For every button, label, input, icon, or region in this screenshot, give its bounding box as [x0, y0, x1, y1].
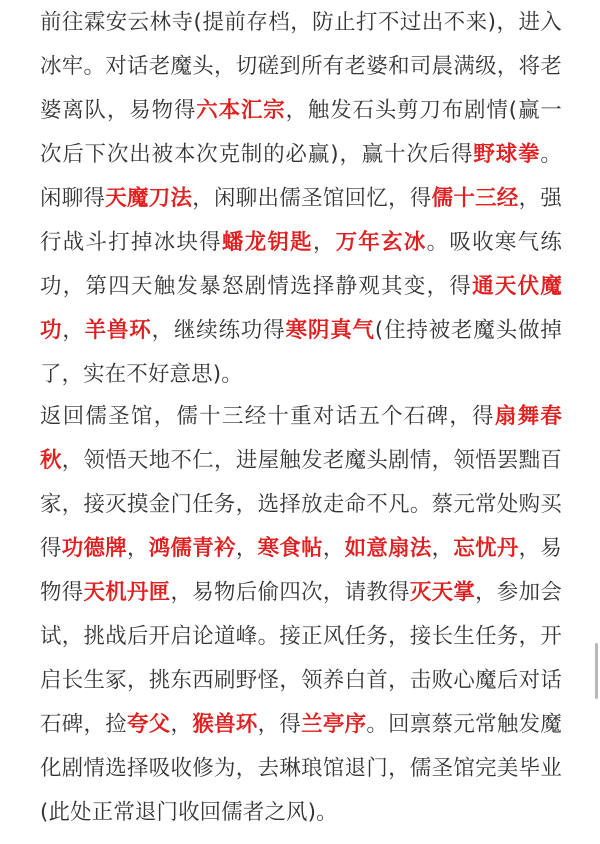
- text-segment: 前往霖安云林寺(提前存档，防止打不过出不来)，进入冰牢。对话老魔头，切磋到所有老婆和司晨满级，将老婆离队，易物得: [40, 10, 562, 123]
- text-segment: ，闲聊出儒圣馆回忆，得: [192, 186, 432, 211]
- item-highlight: 天魔刀法: [105, 186, 193, 211]
- article-body: [40, 1, 562, 835]
- item-highlight: 寒阴真气: [285, 318, 375, 343]
- text-segment: ，得: [257, 712, 302, 737]
- item-highlight: 六本汇宗: [196, 98, 286, 123]
- text-segment: ，: [170, 712, 193, 737]
- vertical-scrollbar[interactable]: [595, 643, 598, 699]
- text-segment: ，强行战斗打掉冰块得: [40, 186, 562, 255]
- text-segment: (住持被老魔头做掉了，实在不好意思)。: [40, 318, 562, 387]
- item-highlight: 灭天掌: [409, 580, 476, 605]
- item-highlight: 如意扇法: [344, 536, 432, 561]
- text-segment: ，继续练功得: [151, 318, 286, 343]
- item-highlight: 通天伏魔功: [40, 274, 562, 343]
- text-segment: ，领悟天地不仁，进屋触发老魔头剧情，领悟罢黜百家，接灭摸金门任务，选择放走命不凡。蔡元常处购买得: [40, 448, 562, 561]
- item-highlight: 蟠龙钥匙: [221, 230, 313, 255]
- item-highlight: 夸父: [127, 712, 171, 737]
- text-segment: ，触发石头剪刀布剧情(赢一次后下次出被本次克制的必赢)，赢十次后得: [40, 98, 562, 167]
- text-segment: ，: [431, 536, 454, 561]
- text-segment: 。回禀蔡元常触发魔化剧情选择吸收修为，去琳琅馆退门，儒圣馆完美毕业(此处正常退门收回儒者之风)。: [40, 712, 562, 825]
- text-segment: 。闲聊得: [40, 142, 562, 211]
- paragraph-2: [40, 395, 562, 835]
- item-highlight: 寒食帖: [257, 536, 323, 561]
- item-highlight: 扇舞春秋: [40, 404, 562, 473]
- item-highlight: 兰亭序: [301, 712, 367, 737]
- text-segment: ，参加会试，挑战后开启论道峰。接正风任务，接长生任务，开启长生冢，挑东西刷野怪，领养白首，击败心魔后对话石碑，捡: [40, 580, 562, 737]
- text-segment: ，: [62, 318, 85, 343]
- text-segment: ，: [127, 536, 149, 561]
- text-segment: ，: [235, 536, 258, 561]
- text-segment: 。吸收寒气练功，第四天触发暴怒剧情选择静观其变，得: [40, 230, 562, 299]
- text-segment: ，易物后偷四次，请教得: [170, 580, 410, 605]
- item-highlight: 羊兽环: [84, 318, 152, 343]
- item-highlight: 儒十三经: [431, 186, 519, 211]
- item-highlight: 天机丹匣: [83, 580, 171, 605]
- text-segment: ，: [312, 230, 336, 255]
- item-highlight: 鸿儒青衿: [148, 536, 236, 561]
- item-highlight: 功德牌: [61, 536, 128, 561]
- item-highlight: 野球拳: [473, 142, 541, 167]
- paragraph-1: [40, 1, 562, 397]
- text-segment: ，: [322, 536, 345, 561]
- item-highlight: 万年玄冰: [335, 230, 427, 255]
- item-highlight: 猴兽环: [192, 712, 258, 737]
- item-highlight: 忘忧丹: [453, 536, 519, 561]
- text-segment: 返回儒圣馆，儒十三经十重对话五个石碑，得: [40, 404, 495, 429]
- text-segment: ，易物得: [40, 536, 563, 605]
